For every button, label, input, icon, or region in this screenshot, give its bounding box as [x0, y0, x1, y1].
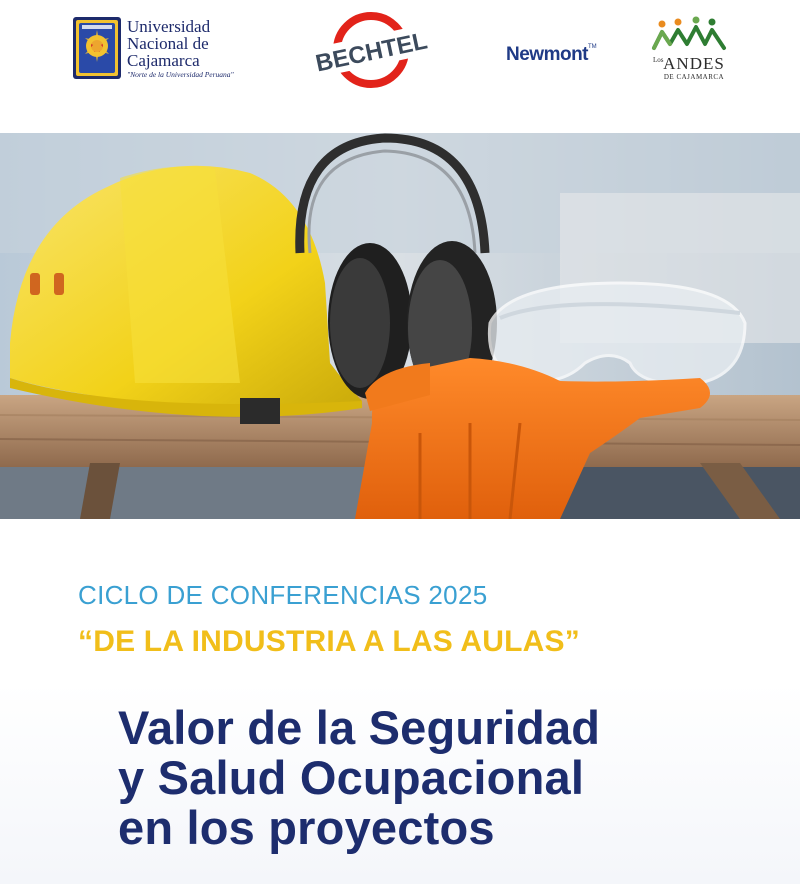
newmont-logo: [506, 44, 597, 70]
university-name-line-1: Universidad: [127, 17, 211, 36]
conference-headline: [118, 703, 600, 853]
los-andes-wordmark: [652, 55, 736, 81]
los-andes-sub: DE CAJAMARCA: [663, 73, 725, 81]
los-andes-main: ANDES: [663, 54, 725, 73]
bechtel-logo: [312, 10, 430, 90]
university-name: [127, 18, 210, 69]
mountains-people-icon: [648, 14, 732, 54]
sponsor-logo-bar: [0, 0, 800, 133]
event-info: [0, 519, 800, 884]
university-name-line-3: Cajamarca: [127, 51, 200, 70]
conference-series-title: CICLO DE CONFERENCIAS 2025: [78, 580, 488, 610]
los-andes-los: Los: [653, 56, 664, 64]
safety-equipment-photo: [0, 133, 800, 519]
conference-series-subtitle: “DE LA INDUSTRIA A LAS AULAS”: [78, 625, 580, 658]
newmont-wordmark: Newmont: [506, 44, 588, 65]
newmont-trademark: TM: [588, 44, 597, 50]
university-crest-icon: [72, 16, 122, 80]
headline-line-1: Valor de la Seguridad: [118, 701, 601, 754]
university-name-line-2: Nacional de: [127, 34, 209, 53]
universidad-nacional-cajamarca-logo: [72, 16, 242, 86]
headline-line-3: en los proyectos: [118, 801, 495, 854]
headline-line-2: y Salud Ocupacional: [118, 751, 585, 804]
bechtel-wordmark: BECHTEL: [313, 27, 430, 78]
university-tagline: "Norte de la Universidad Peruana": [127, 70, 234, 79]
bechtel-ring-icon: [312, 10, 430, 90]
los-andes-logo: [648, 14, 732, 90]
